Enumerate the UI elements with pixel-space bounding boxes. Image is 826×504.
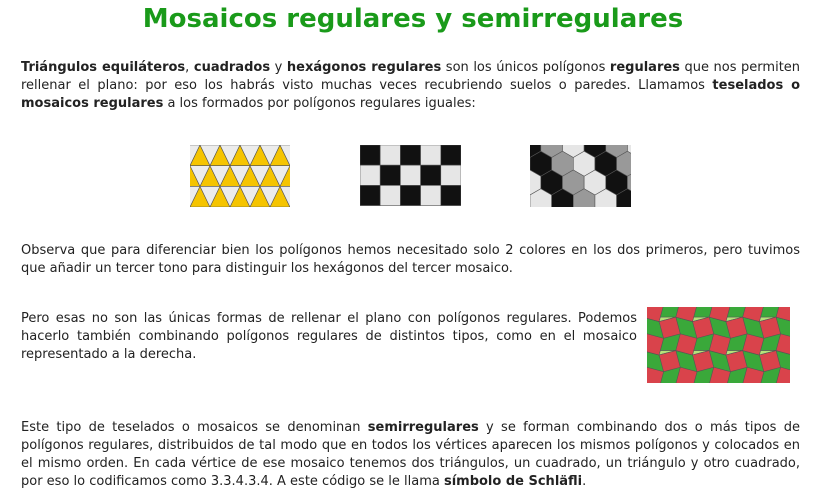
bold-term: Triángulos equiláteros (21, 60, 186, 75)
square-tiling-image (360, 145, 461, 207)
square-tile (360, 145, 380, 165)
square-tile (360, 165, 380, 185)
text-run: . (582, 474, 587, 489)
square-tile (400, 185, 420, 205)
square-tile (380, 185, 400, 205)
square-tile (441, 145, 461, 165)
intro-paragraph (21, 59, 800, 113)
bold-term: símbolo de Schläfli (443, 474, 583, 489)
hexagon-tiling-image (530, 145, 631, 207)
square-tile (441, 165, 461, 185)
square-tile (421, 165, 441, 185)
text-run: son los únicos polígonos (441, 60, 610, 75)
square-tile (400, 165, 420, 185)
colors-paragraph (21, 242, 800, 278)
square-tile (421, 185, 441, 205)
text-run: a los formados por polígonos regulares iguales: (163, 96, 476, 111)
combination-paragraph (21, 310, 637, 364)
text-run: Observa que para diferenciar bien los polígonos hemos necesitado solo 2 colores en los dos primeros, pero tuvimos que añadir un tercer tono para distinguir los hexágonos del tercer mosaico. (21, 243, 800, 276)
bold-term: semirregulares (367, 420, 479, 435)
square-tile (400, 145, 420, 165)
semiregular-paragraph (21, 419, 800, 491)
page-title: Mosaicos regulares y semirregulares (142, 4, 684, 34)
text-run: , (185, 60, 194, 75)
text-run: que nos permiten rellenar el plano: por eso los habrás visto muchas veces recubriendo suelos o paredes. Llamamos (21, 60, 801, 93)
square-tile (380, 165, 400, 185)
text-run: Este tipo de teselados o mosaicos se denominan (21, 420, 368, 435)
square-tile (441, 185, 461, 205)
text-run: y (270, 60, 287, 75)
square-tile (360, 185, 380, 205)
semiregular-tiling-image (647, 307, 790, 383)
text-run: Pero esas no son las únicas formas de rellenar el plano con polígonos regulares. Podemos hacerlo también combinando polígonos regulares de distintos tipos, como en el mosaico representado a la derecha. (21, 311, 637, 362)
bold-term: cuadrados (193, 60, 271, 75)
square-tile (421, 145, 441, 165)
square-tile (380, 145, 400, 165)
bold-term: teselados o mosaicos regulares (21, 78, 801, 111)
bold-term: hexágonos regulares (286, 60, 442, 75)
triangle-tiling-image (190, 145, 290, 207)
text-run: y se forman combinando dos o más tipos de polígonos regulares, distribuidos de tal modo que en todos los vértices aparecen los mismos polígonos y colocados en el mismo orden. En cada vértice de ese mosaico tenemos dos triángulos, un cuadrado, un triángulo y otro cuadrado, por eso lo codificamos como 3.3.4.3.4. A este código se le llama (21, 420, 800, 489)
bold-term: regulares (609, 60, 680, 75)
